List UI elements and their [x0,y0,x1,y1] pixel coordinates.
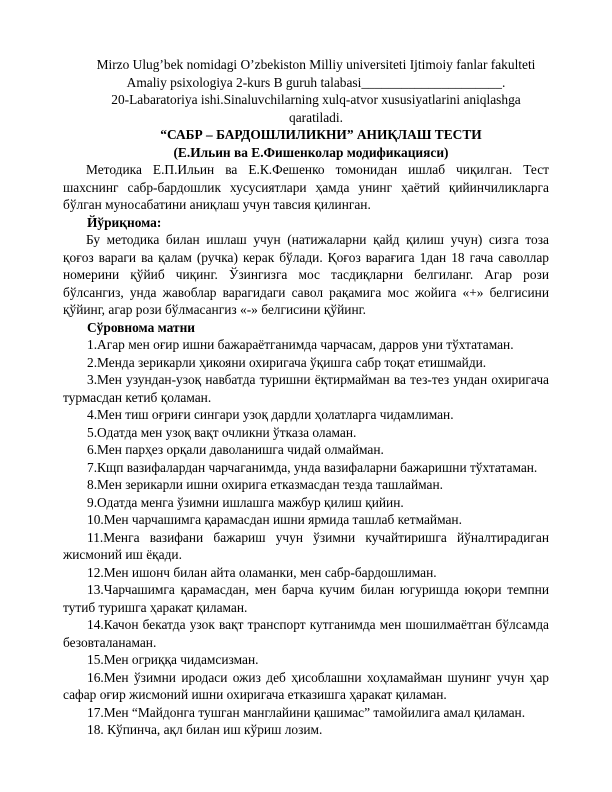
question-item: 5.Одатда мен узоқ вақт очликни ўтказа оламан. [87,424,357,440]
instruction-paragraph: Бу методика билан ишлаш учун (натижаларни қайд қилиш учун) сизга тоза қоғоз вараги ва қалам (ручка) керак бўлади. Қоғоз варағига 1дан 18 гача саволлар номерини қўйиб чиқинг. Ўзингизга мос тасдиқларни белгиланг. Агар рози бўлсангиз, унда жавоблар варагидаги савол рақамига мос жойига «+» белгисини қўйинг, агар рози бўлмасангиз «-» белгисини қўйинг. [63,232,549,317]
header-student-line: Amaliy psixologiya 2-kurs B guruh talabasi_____________________. [126,74,506,90]
question-item: 9.Одатда менга ўзимни ишлашга мажбур қилиш қийин. [87,494,404,510]
instruction-heading: Йўриқнома: [87,214,162,230]
question-item: 14.Качон бекатда узок вақт транспорт кутганимда мен шошилмаётган бўлсамда безовталанаман. [63,617,549,650]
question-item: 11.Менга вазифани бажариш учун ўзимни кучайтиришга йўналтирадиган жисмоний иш ёқади. [63,529,549,562]
question-item: 4.Мен тиш оғриғи сингари узоқ дардли ҳолатларга чидамлиман. [87,407,454,422]
question-item: 2.Менда зерикарли ҳикояни охиригача ўқишга сабр тоқат етишмайди. [87,354,487,370]
question-item: 1.Агар мен оғир ишни бажараётганимда чарчасам, дарров уни тўхтатаман. [87,337,514,352]
question-item: 13.Чарчашимга қарамасдан, мен барча кучим билан югуришда юқори темпни тутиб туришга ҳаракат қиламан. [63,582,549,615]
question-item: 15.Мен огриққа чидамсизман. [87,652,259,667]
question-item: 18. Кўпинча, ақл билан иш кўриш лозим. [87,722,323,737]
header-lab-line: 20-Labaratoriya ishi.Sinaluvchilarning xulq-atvor xususiyatlarini aniqlashga [111,92,521,107]
question-item: 7.Кщп вазифалардан чарчаганимда, унда вазифаларни бажаришни тўхтатаман. [87,459,538,475]
intro-paragraph: Методика Е.П.Ильин ва Е.К.Фешенко томонидан ишлаб чиқилган. Тест шахснинг сабр-бардошлик хусусиятлари ҳамда унинг ҳаётий қийинчиликларга бўлган муносабатини аниқлаш учун тавсия қилинган. [63,162,549,212]
questions-heading: Сўровнома матни [87,319,196,335]
question-item: 8.Мен зерикарли ишни охирига етказмасдан тезда ташлайман. [87,477,444,492]
document-header [83,56,549,126]
test-title: “САБР – БАРДОШЛИЛИКНИ” АНИҚЛАШ ТЕСТИ [160,127,482,142]
header-university-line: Mirzo Ulug’bek nomidagi O’zbekiston Milliy universiteti Ijtimoiy fanlar fakulteti [96,57,536,72]
question-item: 17.Мен “Майдонга тушган манглайини қашимас” тамойилига амал қиламан. [87,704,526,720]
question-item: 3.Мен узундан-узоқ навбатда туришни ёқтирмайман ва тез-тез ундан охиригача турмасдан кетиб қоламан. [63,372,549,405]
question-item: 6.Мен парҳез орқали даволанишга чидай олмайман. [87,442,384,457]
question-item: 12.Мен ишонч билан айта оламанки, мен сабр-бардошлиман. [87,564,437,580]
questions-list [63,336,549,739]
header-lab-line-cont: qaratiladi. [289,109,343,125]
document-body [63,161,549,739]
test-subtitle: (Е.Ильин ва Е.Фишенколар модификацияси) [173,144,449,160]
question-item: 10.Мен чарчашимга қарамасдан ишни ярмида ташлаб кетмайман. [87,512,462,527]
question-item: 16.Мен ўзимни иродаси ожиз деб ҳисоблашни хоҳламайман шунинг учун ҳар сафар оғир жисмоний ишни охиригача етказишга ҳаракат қиламан. [63,669,549,702]
